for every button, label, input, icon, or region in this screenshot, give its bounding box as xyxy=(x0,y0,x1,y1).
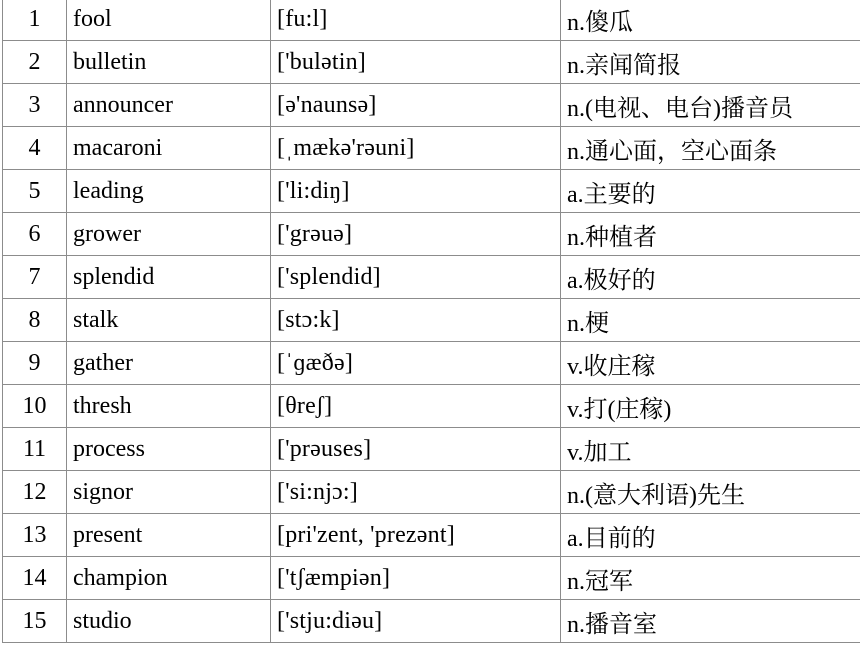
table-row xyxy=(3,84,860,127)
meaning-cell: v.收庄稼 xyxy=(561,342,860,385)
word-cell: studio xyxy=(67,600,271,643)
phonetic-cell: [fu:l] xyxy=(271,0,561,41)
meaning-cell: n.通心面，空心面条 xyxy=(561,127,860,170)
row-number: 7 xyxy=(3,256,67,299)
table-row xyxy=(3,557,860,600)
meaning-cell: n.梗 xyxy=(561,299,860,342)
meaning-cell: n.冠军 xyxy=(561,557,860,600)
table-row xyxy=(3,385,860,428)
table-row xyxy=(3,471,860,514)
meaning-cell: n.亲闻简报 xyxy=(561,41,860,84)
vocabulary-table-body xyxy=(3,0,860,643)
word-cell: champion xyxy=(67,557,271,600)
phonetic-cell: [ˈɡæðə] xyxy=(271,342,561,385)
table-row xyxy=(3,428,860,471)
word-cell: splendid xyxy=(67,256,271,299)
phonetic-cell: ['bulətin] xyxy=(271,41,561,84)
meaning-cell: n.种植者 xyxy=(561,213,860,256)
word-cell: process xyxy=(67,428,271,471)
row-number: 3 xyxy=(3,84,67,127)
word-cell: present xyxy=(67,514,271,557)
meaning-cell: n.(意大利语)先生 xyxy=(561,471,860,514)
phonetic-cell: ['tʃæmpiən] xyxy=(271,557,561,600)
meaning-cell: a.极好的 xyxy=(561,256,860,299)
table-row xyxy=(3,600,860,643)
meaning-cell: n.播音室 xyxy=(561,600,860,643)
table-row xyxy=(3,299,860,342)
row-number: 5 xyxy=(3,170,67,213)
row-number: 12 xyxy=(3,471,67,514)
row-number: 10 xyxy=(3,385,67,428)
meaning-cell: n.(电视、电台)播音员 xyxy=(561,84,860,127)
table-row xyxy=(3,127,860,170)
row-number: 9 xyxy=(3,342,67,385)
table-row xyxy=(3,0,860,41)
vocabulary-table xyxy=(2,0,860,643)
phonetic-cell: [ə'naunsə] xyxy=(271,84,561,127)
word-cell: announcer xyxy=(67,84,271,127)
row-number: 11 xyxy=(3,428,67,471)
word-cell: signor xyxy=(67,471,271,514)
row-number: 13 xyxy=(3,514,67,557)
row-number: 8 xyxy=(3,299,67,342)
phonetic-cell: [ˌmækə'rəuni] xyxy=(271,127,561,170)
phonetic-cell: ['si:njɔ:] xyxy=(271,471,561,514)
row-number: 4 xyxy=(3,127,67,170)
phonetic-cell: [θreʃ] xyxy=(271,385,561,428)
table-row xyxy=(3,41,860,84)
phonetic-cell: ['splendid] xyxy=(271,256,561,299)
table-row xyxy=(3,342,860,385)
phonetic-cell: [pri'zent, 'prezənt] xyxy=(271,514,561,557)
table-row xyxy=(3,170,860,213)
meaning-cell: v.加工 xyxy=(561,428,860,471)
table-row xyxy=(3,514,860,557)
meaning-cell: n.傻瓜 xyxy=(561,0,860,41)
word-cell: bulletin xyxy=(67,41,271,84)
word-cell: thresh xyxy=(67,385,271,428)
word-cell: fool xyxy=(67,0,271,41)
phonetic-cell: ['grəuə] xyxy=(271,213,561,256)
meaning-cell: v.打(庄稼) xyxy=(561,385,860,428)
word-cell: grower xyxy=(67,213,271,256)
table-row xyxy=(3,213,860,256)
row-number: 6 xyxy=(3,213,67,256)
row-number: 14 xyxy=(3,557,67,600)
table-row xyxy=(3,256,860,299)
phonetic-cell: ['stju:diəu] xyxy=(271,600,561,643)
word-cell: macaroni xyxy=(67,127,271,170)
phonetic-cell: [stɔ:k] xyxy=(271,299,561,342)
word-cell: stalk xyxy=(67,299,271,342)
meaning-cell: a.目前的 xyxy=(561,514,860,557)
row-number: 15 xyxy=(3,600,67,643)
word-cell: gather xyxy=(67,342,271,385)
row-number: 1 xyxy=(3,0,67,41)
row-number: 2 xyxy=(3,41,67,84)
meaning-cell: a.主要的 xyxy=(561,170,860,213)
word-cell: leading xyxy=(67,170,271,213)
phonetic-cell: ['li:diŋ] xyxy=(271,170,561,213)
phonetic-cell: ['prəuses] xyxy=(271,428,561,471)
